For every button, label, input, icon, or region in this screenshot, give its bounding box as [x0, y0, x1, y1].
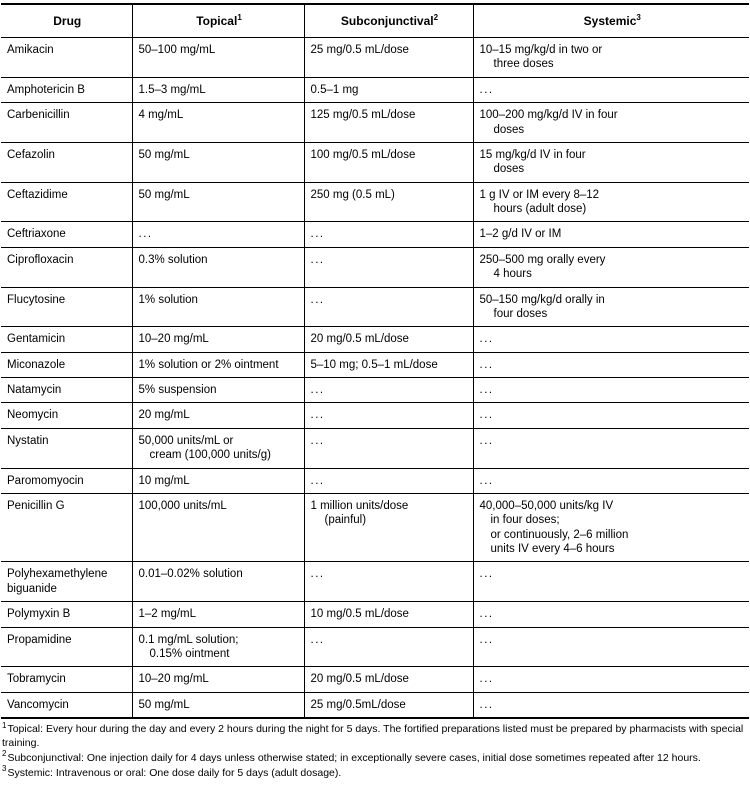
drug-dosage-table	[1, 3, 749, 719]
table-row	[1, 103, 749, 143]
cell-drug: Miconazole	[1, 352, 132, 377]
cell-subconjunctival: 250 mg (0.5 mL)	[304, 182, 473, 222]
cell-topical: 5% suspension	[132, 378, 304, 403]
cell-systemic: 10–15 mg/kg/d in two or three doses	[473, 38, 749, 78]
table-row	[1, 627, 749, 667]
cell-topical: 1% solution	[132, 287, 304, 327]
cell-topical: 50–100 mg/mL	[132, 38, 304, 78]
cell-subconjunctival: 25 mg/0.5 mL/dose	[304, 38, 473, 78]
table-row	[1, 77, 749, 102]
cell-subconjunctival: 5–10 mg; 0.5–1 mL/dose	[304, 352, 473, 377]
cell-systemic: 250–500 mg orally every 4 hours	[473, 247, 749, 287]
table-row	[1, 667, 749, 692]
table-row	[1, 247, 749, 287]
column-header-drug: Drug	[1, 4, 132, 38]
footnote-3: $^3$Systemic: Intravenous or oral: One dose daily for 5 days (adult dosage).	[2, 764, 342, 779]
cell-topical: 1.5–3 mg/mL	[132, 77, 304, 102]
cell-subconjunctival: ...	[304, 378, 473, 403]
cell-subconjunctival: ...	[304, 428, 473, 468]
cell-systemic: 100–200 mg/kg/d IV in four doses	[473, 103, 749, 143]
footnote-ref-1: 1	[237, 13, 242, 22]
table-row	[1, 692, 749, 718]
cell-drug: Flucytosine	[1, 287, 132, 327]
cell-drug: Penicillin G	[1, 493, 132, 562]
cell-drug: Ceftriaxone	[1, 222, 132, 247]
cell-systemic: ...	[473, 352, 749, 377]
cell-systemic: ...	[473, 667, 749, 692]
cell-subconjunctival: 20 mg/0.5 mL/dose	[304, 667, 473, 692]
cell-topical: 10–20 mg/mL	[132, 327, 304, 352]
cell-subconjunctival: ...	[304, 468, 473, 493]
cell-subconjunctival: 125 mg/0.5 mL/dose	[304, 103, 473, 143]
table-row	[1, 287, 749, 327]
footnote-ref-3: 3	[636, 13, 641, 22]
cell-subconjunctival: 20 mg/0.5 mL/dose	[304, 327, 473, 352]
cell-systemic: 15 mg/kg/d IV in four doses	[473, 142, 749, 182]
cell-subconjunctival: ...	[304, 627, 473, 667]
cell-topical: 0.01–0.02% solution	[132, 562, 304, 602]
cell-subconjunctival: ...	[304, 287, 473, 327]
table-row	[1, 182, 749, 222]
cell-systemic: ...	[473, 692, 749, 718]
cell-drug: Natamycin	[1, 378, 132, 403]
cell-topical: 0.1 mg/mL solution; 0.15% ointment	[132, 627, 304, 667]
table-row	[1, 142, 749, 182]
cell-subconjunctival: ...	[304, 247, 473, 287]
cell-drug: Carbenicillin	[1, 103, 132, 143]
cell-topical: 0.3% solution	[132, 247, 304, 287]
footnote-1: $^1$Topical: Every hour during the day and every 2 hours during the night for 5 days. The fortified preparations listed must be prepared by pharmacists with special training.	[2, 720, 744, 749]
cell-drug: Ciprofloxacin	[1, 247, 132, 287]
table-row	[1, 468, 749, 493]
cell-drug: Amikacin	[1, 38, 132, 78]
cell-drug: Neomycin	[1, 403, 132, 428]
cell-topical: 10–20 mg/mL	[132, 667, 304, 692]
column-header-subconjunctival: Subconjunctival$^2$	[304, 4, 473, 38]
table-header	[1, 4, 749, 38]
table-row	[1, 352, 749, 377]
table-row	[1, 378, 749, 403]
cell-drug: Ceftazidime	[1, 182, 132, 222]
cell-topical: 100,000 units/mL	[132, 493, 304, 562]
table-row	[1, 327, 749, 352]
cell-topical: 20 mg/mL	[132, 403, 304, 428]
cell-drug: Polymyxin B	[1, 602, 132, 627]
cell-drug: Vancomycin	[1, 692, 132, 718]
cell-systemic: 1 g IV or IM every 8–12 hours (adult dose)	[473, 182, 749, 222]
cell-systemic: 50–150 mg/kg/d orally in four doses	[473, 287, 749, 327]
cell-drug: Paromomyocin	[1, 468, 132, 493]
document-page	[0, 3, 750, 788]
cell-systemic: ...	[473, 627, 749, 667]
cell-subconjunctival: 10 mg/0.5 mL/dose	[304, 602, 473, 627]
cell-subconjunctival: 100 mg/0.5 mL/dose	[304, 142, 473, 182]
cell-subconjunctival: ...	[304, 562, 473, 602]
table-row	[1, 602, 749, 627]
cell-drug: Tobramycin	[1, 667, 132, 692]
cell-systemic: ...	[473, 428, 749, 468]
cell-topical: 1–2 mg/mL	[132, 602, 304, 627]
cell-drug: Amphotericin B	[1, 77, 132, 102]
footnotes	[2, 720, 748, 780]
cell-topical: ...	[132, 222, 304, 247]
column-header-systemic: Systemic$^3$	[473, 4, 749, 38]
table-body	[1, 38, 749, 719]
cell-systemic: ...	[473, 468, 749, 493]
column-header-topical: Topical$^1$	[132, 4, 304, 38]
cell-drug: Propamidine	[1, 627, 132, 667]
cell-topical: 4 mg/mL	[132, 103, 304, 143]
cell-subconjunctival: 0.5–1 mg	[304, 77, 473, 102]
cell-drug: Cefazolin	[1, 142, 132, 182]
footnote-2: $^2$Subconjunctival: One injection daily for 4 days unless otherwise stated; in exceptionally severe cases, initial dose sometimes repeated after 12 hours.	[2, 749, 701, 764]
cell-systemic: ...	[473, 562, 749, 602]
cell-drug: Gentamicin	[1, 327, 132, 352]
cell-systemic: 40,000–50,000 units/kg IV in four doses; or continuously, 2–6 million units IV every 4–6 hours	[473, 493, 749, 562]
cell-subconjunctival: ...	[304, 403, 473, 428]
table-row	[1, 562, 749, 602]
table-row	[1, 403, 749, 428]
cell-topical: 50 mg/mL	[132, 692, 304, 718]
table-row	[1, 38, 749, 78]
cell-topical: 50,000 units/mL or cream (100,000 units/g)	[132, 428, 304, 468]
cell-subconjunctival: ...	[304, 222, 473, 247]
table-row	[1, 428, 749, 468]
cell-topical: 50 mg/mL	[132, 142, 304, 182]
cell-systemic: 1–2 g/d IV or IM	[473, 222, 749, 247]
cell-drug: Nystatin	[1, 428, 132, 468]
cell-systemic: ...	[473, 378, 749, 403]
cell-systemic: ...	[473, 403, 749, 428]
table-header-row	[1, 4, 749, 38]
table-row	[1, 493, 749, 562]
cell-topical: 1% solution or 2% ointment	[132, 352, 304, 377]
cell-topical: 50 mg/mL	[132, 182, 304, 222]
cell-systemic: ...	[473, 602, 749, 627]
cell-subconjunctival: 1 million units/dose (painful)	[304, 493, 473, 562]
cell-systemic: ...	[473, 327, 749, 352]
cell-topical: 10 mg/mL	[132, 468, 304, 493]
cell-subconjunctival: 25 mg/0.5mL/dose	[304, 692, 473, 718]
table-row	[1, 222, 749, 247]
cell-systemic: ...	[473, 77, 749, 102]
footnote-ref-2: 2	[433, 13, 439, 22]
cell-drug: Polyhexamethylene biguanide	[1, 562, 132, 602]
